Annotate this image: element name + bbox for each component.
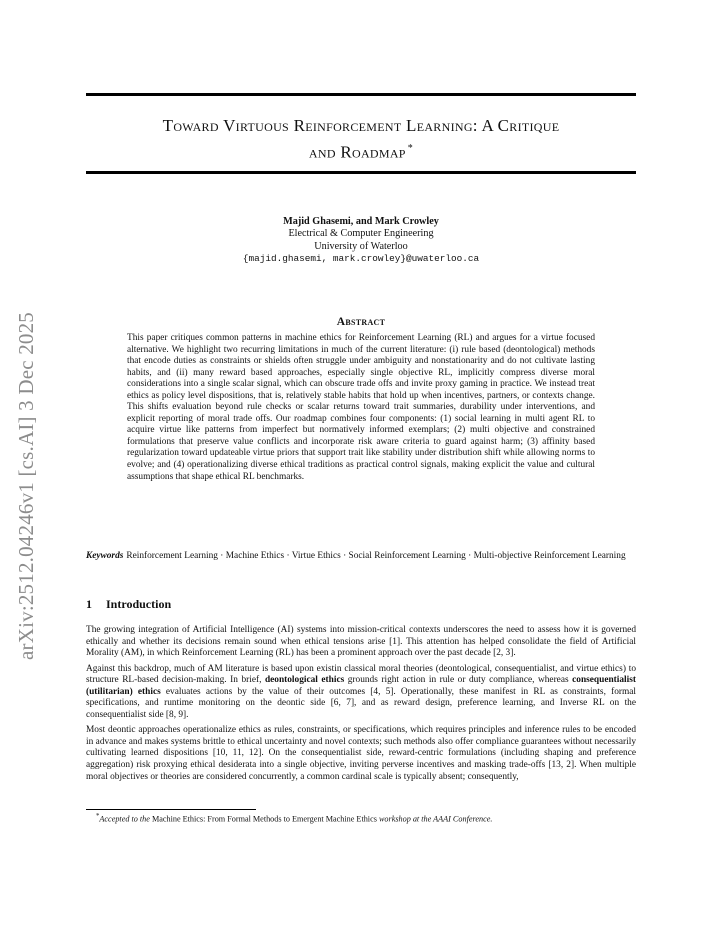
introduction-body xyxy=(86,625,636,787)
title-top-rule xyxy=(86,93,636,96)
term-deontological-ethics: deontological ethics xyxy=(264,675,345,686)
footnote-mark: * xyxy=(96,813,100,820)
footnote-rule xyxy=(86,809,256,810)
paper-title xyxy=(86,114,636,164)
paragraph-3: Most deontic approaches operationalize ethics as rules, constraints, or specifications, which requires principles and inference rules to be encoded in advance and makes systems brittle to ethical uncertainty and novel contexts; such methods also offer compliance guarantees without necessarily cultivating learned dispositions [10, 11, 12]. On the consequentialist side, reward-centric formulations (including shaping and preference aggregation) risk proxying ethical desiderata into a single objective, inviting perverse incentives and masking trade-offs [13, 2]. When multiple moral objectives or theories are considered concurrently, a common cardinal scale is typically absent; consequently, xyxy=(86,725,636,782)
author-names: Majid Ghasemi, and Mark Crowley xyxy=(283,216,439,227)
paragraph-2-part-c: grounds right action in rule or duty compliance, whereas xyxy=(344,675,573,686)
section-number: 1 xyxy=(86,597,92,611)
author-institution: University of Waterloo xyxy=(314,240,408,252)
author-department: Electrical & Computer Engineering xyxy=(288,228,434,240)
author-email[interactable]: {majid.ghasemi, mark.crowley}@uwaterloo.ca xyxy=(242,252,480,264)
paragraph-2-part-d: evaluates actions by the value of their outcomes [4, 5]. Operationally, these manifest in RL as constraints, formal specifications, and runtime monitoring on the deontic side [6, 7], and as reward design, preference learning, and Inverse RL on the consequentialist side [8, 9]. xyxy=(86,686,636,720)
paragraph-2-part-a: Against this backdrop, much of AM literature is based upon existin classical moral theories (deontological, consequentialist, and virtue ethics) to structure RL-based decision-making. In brief, xyxy=(86,663,636,686)
footnote xyxy=(96,812,636,825)
title-bottom-rule xyxy=(86,171,636,174)
abstract-heading: Abstract xyxy=(336,316,386,328)
abstract-text: This paper critiques common patterns in machine ethics for Reinforcement Learning (RL) and argues for a virtue focused alternative. We highlight two recurring limitations in much of the current literature: (i) rule based (deontological) methods that encode duties as constraints or shields often struggle under ambiguity and nonstationarity and do not cultivate lasting habits, and (ii) many reward based approaches, especially single objective RL, implicitly compress diverse moral considerations into a single scalar signal, which can obscure trade offs and invite proxy gaming in practice. We instead treat ethics as policy level dispositions, that is, relatively stable habits that hold up when incentives, partners, or contexts change. This shifts evaluation beyond rule checks or scalar returns toward trait summaries, durability under interventions, and explicit reporting of moral trade offs. Our roadmap combines four components: (1) social learning in multi agent RL to acquire virtue like patterns from imperfect but normatively informed exemplars; (2) multi objective and constrained formulations that preserve value conflicts and incorporate risk aware criteria to guard against harm; (3) affinity based regularization toward updateable virtue priors that support trait like stability under distribution shift while allowing norms to evolve; and (4) operationalizing diverse ethical traditions as practical control signals, making explicit the value and cultural assumptions that shape ethical RL benchmarks. xyxy=(127,333,595,482)
section-title: Introduction xyxy=(106,597,172,611)
keywords-text: Reinforcement Learning · Machine Ethics · Virtue Ethics · Social Reinforcement Learning · Multi-objective Reinforcement Learning xyxy=(126,551,626,561)
section-heading-introduction xyxy=(86,597,171,612)
keywords-label: Keywords xyxy=(86,551,124,561)
term-consequentialist-ethics: consequentialist (utilitarian) ethics xyxy=(86,675,636,697)
paragraph-1: The growing integration of Artificial Intelligence (AI) systems into mission-critical contexts underscores the need to assess how it is governed ethically and whether its decisions remain sound when ethical tensions arise [1]. This attention has helped consolidate the field of Artificial Morality (AM), in which Reinforcement Learning (RL) has been a prominent approach over the past decade [2, 3]. xyxy=(86,625,636,659)
keywords-block xyxy=(86,551,636,563)
title-line-2: and Roadmap xyxy=(308,142,406,162)
footnote-workshop: workshop at the AAAI Conference. xyxy=(378,814,493,824)
arxiv-identifier-stamp[interactable]: arXiv:2512.04246v1 [cs.AI] 3 Dec 2025 xyxy=(14,312,38,660)
footnote-accepted: Accepted to the xyxy=(99,814,150,824)
paragraph-2 xyxy=(86,664,636,722)
title-footnote-mark: * xyxy=(407,143,414,154)
title-line-1: Toward Virtuous Reinforcement Learning: A Critique xyxy=(162,116,560,135)
footnote-venue: Machine Ethics: From Formal Methods to Emergent Machine Ethics xyxy=(149,814,379,824)
author-block xyxy=(86,216,636,265)
